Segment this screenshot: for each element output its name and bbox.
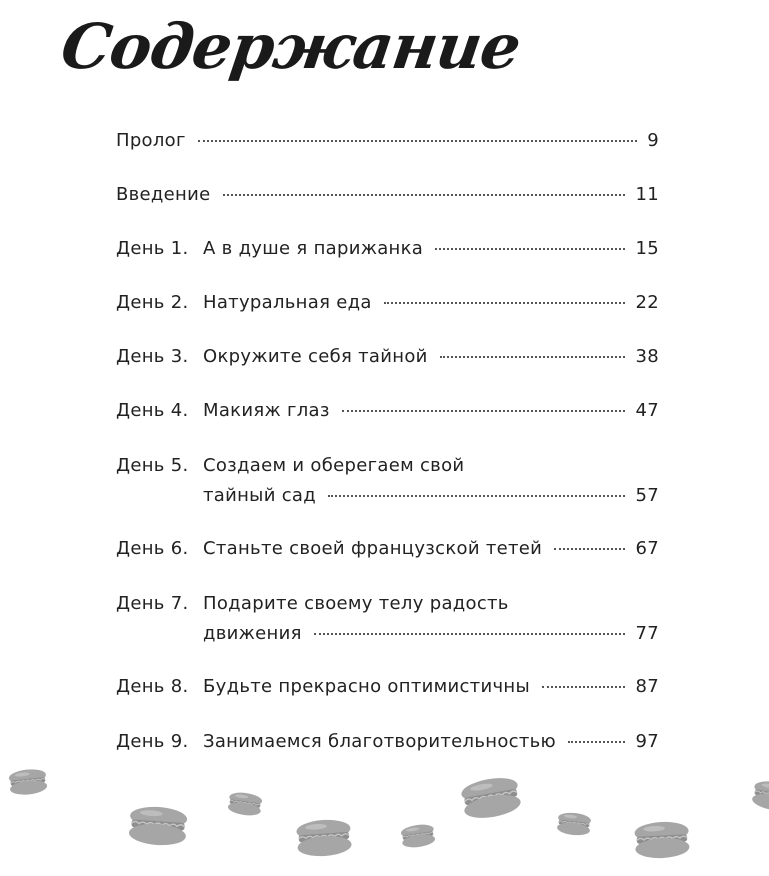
toc-entry-title: Макияж глаз bbox=[203, 400, 330, 421]
toc-leader-dots bbox=[198, 140, 637, 142]
toc-entry-title: Создаем и оберегаем свой bbox=[203, 455, 465, 476]
toc-entry-title: Пролог bbox=[116, 130, 186, 151]
toc-leader-dots bbox=[440, 356, 626, 358]
toc-page-number: 87 bbox=[635, 676, 659, 697]
toc-day-label: День 1. bbox=[116, 238, 189, 259]
toc-entry-title: Будьте прекрасно оптимистичны bbox=[203, 676, 530, 697]
toc-entry-day-8[interactable] bbox=[116, 676, 659, 700]
macaron-icon bbox=[556, 811, 591, 836]
toc-page-number: 15 bbox=[635, 238, 659, 259]
toc-page-number: 22 bbox=[635, 292, 659, 313]
toc-page-number: 67 bbox=[635, 538, 659, 559]
toc-entry-day-4[interactable] bbox=[116, 400, 659, 424]
macaron-icon bbox=[128, 805, 188, 847]
toc-leader-dots bbox=[542, 686, 626, 688]
toc-page-number: 97 bbox=[635, 731, 659, 752]
toc-entry-title: А в душе я парижанка bbox=[203, 238, 424, 259]
toc-page-number: 38 bbox=[635, 346, 659, 367]
toc-entry-introduction[interactable] bbox=[116, 184, 659, 208]
toc-leader-dots bbox=[342, 410, 626, 412]
toc-entry-day-1[interactable] bbox=[116, 238, 659, 262]
toc-day-label: День 9. bbox=[116, 731, 189, 752]
toc-entry-title: Занимаемся благотворительностью bbox=[203, 731, 556, 752]
toc-entry-title: Станьте своей французской тетей bbox=[203, 538, 543, 559]
macaron-icon bbox=[227, 791, 263, 817]
toc-page-number: 9 bbox=[647, 130, 659, 151]
toc-entry-day-5[interactable] bbox=[116, 455, 659, 509]
toc-day-label: День 3. bbox=[116, 346, 189, 367]
toc-entry-title-continued: движения bbox=[203, 623, 302, 644]
toc-leader-dots bbox=[554, 548, 625, 550]
toc-page-number: 77 bbox=[635, 623, 659, 644]
toc-entry-prologue[interactable] bbox=[116, 130, 659, 154]
toc-entry-day-7[interactable] bbox=[116, 593, 659, 647]
macaron-icon bbox=[296, 818, 352, 858]
toc-day-label: День 2. bbox=[116, 292, 189, 313]
toc-entry-day-2[interactable] bbox=[116, 292, 659, 316]
toc-entry-day-6[interactable] bbox=[116, 538, 659, 562]
toc-entry-day-3[interactable] bbox=[116, 346, 659, 370]
toc-leader-dots bbox=[328, 495, 625, 497]
macaron-icon bbox=[8, 768, 48, 797]
toc-entry-title: Подарите своему телу радость bbox=[203, 593, 509, 614]
toc-entry-title: Натуральная еда bbox=[203, 292, 372, 313]
macaron-icon bbox=[751, 779, 769, 814]
toc-day-label: День 7. bbox=[116, 593, 189, 614]
toc-entry-title: Окружите себя тайной bbox=[203, 346, 428, 367]
page-title: Содержание bbox=[56, 10, 525, 83]
toc-leader-dots bbox=[384, 302, 626, 304]
macaron-decoration bbox=[0, 750, 769, 876]
toc-leader-dots bbox=[435, 248, 625, 250]
toc-page-number: 57 bbox=[635, 485, 659, 506]
macaron-icon bbox=[634, 821, 690, 860]
toc-leader-dots bbox=[314, 633, 626, 635]
toc-entry-title-continued: тайный сад bbox=[203, 485, 316, 506]
toc-day-label: День 5. bbox=[116, 455, 189, 476]
toc-day-label: День 6. bbox=[116, 538, 189, 559]
toc-page-number: 11 bbox=[635, 184, 659, 205]
toc-entry-title: Введение bbox=[116, 184, 211, 205]
toc-day-label: День 4. bbox=[116, 400, 189, 421]
macaron-icon bbox=[460, 774, 523, 821]
macaron-icon bbox=[400, 823, 436, 849]
toc-day-label: День 8. bbox=[116, 676, 189, 697]
toc-leader-dots bbox=[568, 741, 626, 743]
toc-leader-dots bbox=[223, 194, 626, 196]
toc-page-number: 47 bbox=[635, 400, 659, 421]
